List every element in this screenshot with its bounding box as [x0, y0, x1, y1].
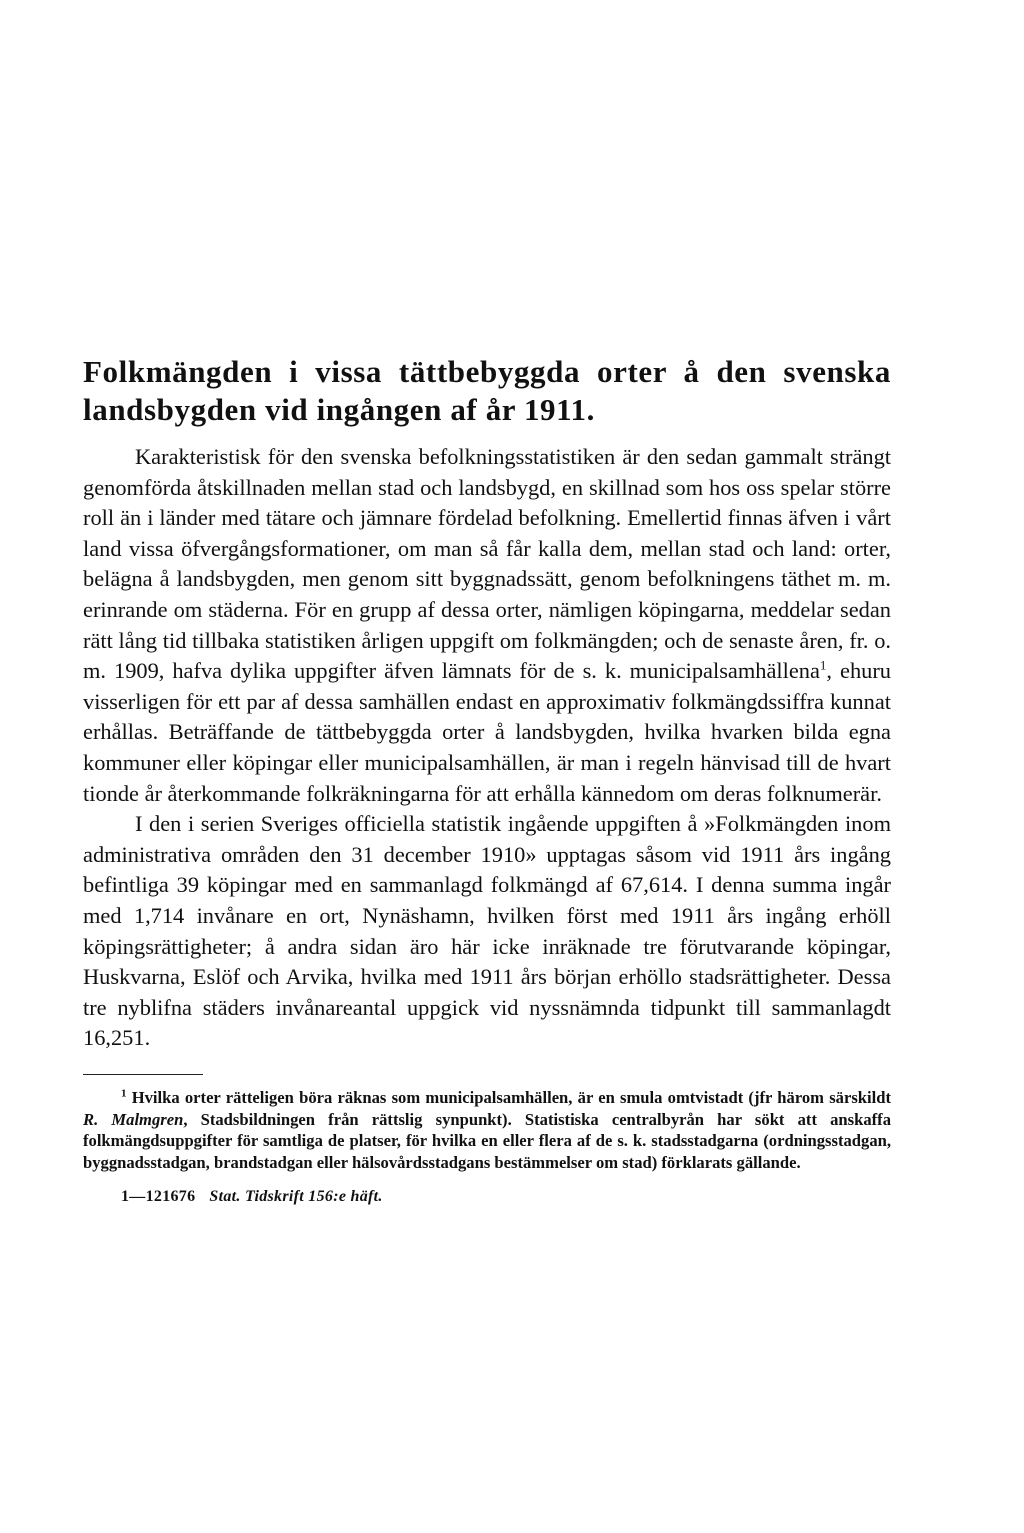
footnote-text-b: , Stadsbildningen från rättslig synpunkt). Statistiska centralbyrån har sökt att anskaffa folkmängdsuppgifter för samtliga de platser, för hvilka en eller flera af de s. k. stadsstadgarna (ordningsstadgan, byggnadsstadgan, brandstadgan eller hälsovårdsstadgans bestämmelser om stad) förklarats gällande.	[83, 1109, 891, 1173]
paragraph-1-part-a: Karakteristisk för den svenska befolkningsstatistiken är den sedan gammalt strängt genomförda åtskillnaden mellan stad och landsbygd, en skillnad som hos oss spelar större roll än i länder med tätare och jämnare fördelad befolkning. Emellertid finnas äfven i vårt land vissa öfvergångsformationer, om man så får kalla dem, mellan stad och land: orter, belägna å landsbygden, men genom sitt byggnadssätt, genom befolkningens täthet m. m. erinrande om städerna. För en grupp af dessa orter, nämligen köpingarna, meddelar sedan rätt lång tid tillbaka statistiken årligen uppgift om folkmängden; och de senaste åren, fr. o. m. 1909, hafva dylika uppgifter äfven lämnats för de s. k. municipalsamhällena	[83, 444, 891, 684]
footnote-reference: 1	[819, 657, 827, 673]
paragraph-1	[83, 442, 891, 809]
footnote-mark: 1	[121, 1087, 127, 1100]
page-title: Folkmängden i vissa tättbebyggda orter å den svenska landsbygden vid ingången af år 1911.	[83, 354, 891, 427]
signature-journal: Stat. Tidskrift 156:e häft.	[209, 1188, 383, 1206]
signature-code: 1—121676	[121, 1188, 196, 1206]
footnote	[83, 1087, 891, 1174]
footnote-divider	[83, 1074, 203, 1075]
print-signature	[121, 1186, 891, 1208]
paragraph-1-part-b: , ehuru visserligen för ett par af dessa samhällen endast en approximativ folkmängdssiffra kunnat erhållas. Beträffande de tättbebyggda orter å landsbygden, hvilka hvarken bilda egna kommuner eller köpingar eller municipalsamhällen, är man i regeln hänvisad till de hvart tionde år återkommande folkräkningarna för att erhålla kännedom om deras folknumerär.	[83, 658, 891, 806]
footnote-author: R. Malmgren	[83, 1109, 184, 1129]
paragraph-2: I den i serien Sveriges officiella statistik ingående uppgiften å »Folkmängden inom administrativa områden den 31 december 1910» upptagas såsom vid 1911 års ingång befintliga 39 köpingar med en sammanlagd folkmängd af 67,614. I denna summa ingår med 1,714 invånare en ort, Nynäshamn, hvilken först med 1911 års ingång erhöll köpingsrättigheter; å andra sidan äro här icke inräknade tre förutvarande köpingar, Huskvarna, Eslöf och Arvika, hvilka med 1911 års början erhöllo stadsrättigheter. Dessa tre nyblifna städers invånareantal uppgick vid nyssnämnda tidpunkt till sammanlagdt 16,251.	[83, 811, 891, 1051]
document-page	[83, 353, 891, 1208]
footnote-text-a: Hvilka orter rätteligen böra räknas som municipalsamhällen, är en smula omtvistadt (jfr härom särskildt	[131, 1087, 891, 1107]
body-text	[83, 442, 891, 1054]
